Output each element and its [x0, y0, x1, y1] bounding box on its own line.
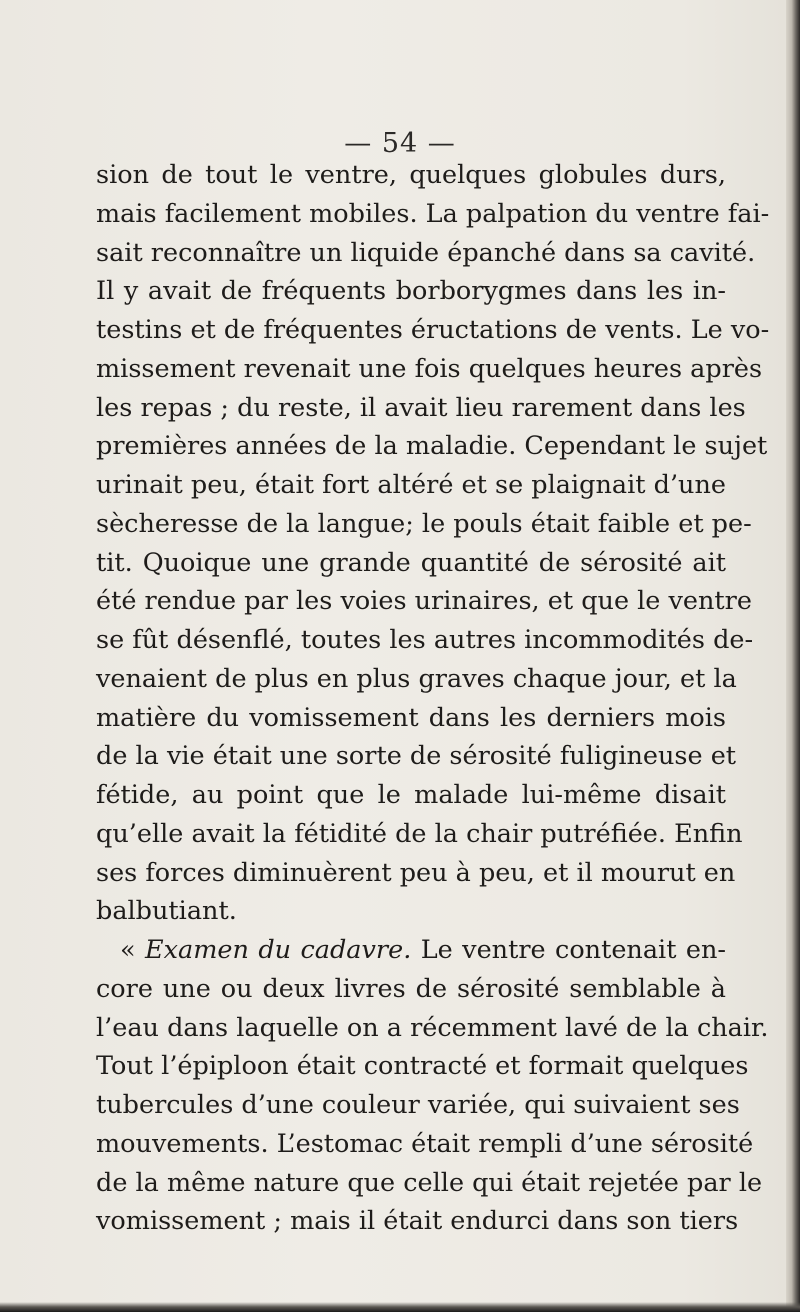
text-line: Il y avait de fréquents borborygmes dans les in-: [96, 276, 726, 307]
body-text: [96, 156, 770, 1241]
text-line: vomissement ; mais il était endurci dans son tiers: [96, 1206, 739, 1237]
text-line: l’eau dans laquelle on a récemment lavé de la chair.: [96, 1012, 769, 1043]
text-line: core une ou deux livres de sérosité semblable à: [96, 973, 726, 1004]
text-line: venaient de plus en plus graves chaque jour, et la: [96, 663, 737, 694]
text-line: tit. Quoique une grande quantité de sérosité ait: [96, 547, 726, 578]
text-line: mouvements. L’estomac était rempli d’une sérosité: [96, 1128, 754, 1159]
section-start-text: Le ventre contenait en-: [420, 935, 727, 965]
text-line: se fût désenflé, toutes les autres incommodités de-: [96, 625, 754, 655]
text-line: sait reconnaître un liquide épanché dans sa cavité.: [96, 237, 756, 268]
text-line: qu’elle avait la fétidité de la chair putréfiée. Enfin: [96, 818, 743, 849]
text-line: mais facilement mobiles. La palpation du ventre fai-: [96, 198, 770, 229]
section-start-line: [96, 931, 726, 970]
text-line: matière du vomissement dans les derniers mois: [96, 702, 726, 733]
text-line: tubercules d’une couleur variée, qui suivaient ses: [96, 1090, 740, 1120]
page-edge-shadow: [786, 0, 800, 1312]
text-line: de la vie était une sorte de sérosité fuligineuse et: [96, 741, 737, 772]
text-line: testins et de fréquentes éructations de vents. Le vo-: [96, 315, 770, 345]
text-line: balbutiant.: [96, 896, 237, 927]
text-line: sècheresse de la langue; le pouls était faible et pe-: [96, 508, 752, 539]
page-number: — 54 —: [344, 128, 456, 159]
text-line: urinait peu, était fort altéré et se plaignait d’une: [96, 470, 726, 500]
text-line: ses forces diminuèrent peu à peu, et il mourut en: [96, 857, 736, 888]
text-line: fétide, au point que le malade lui-même disait: [96, 780, 726, 810]
text-line: été rendue par les voies urinaires, et que le ventre: [96, 586, 752, 617]
text-line: de la même nature que celle qui était rejetée par le: [96, 1167, 763, 1198]
page-bottom-shadow: [0, 1302, 800, 1312]
text-line: les repas ; du reste, il avait lieu rarement dans les: [96, 392, 746, 423]
text-line: missement revenait une fois quelques heures après: [96, 353, 763, 384]
text-line: premières années de la maladie. Cependant le sujet: [96, 431, 768, 462]
quote-mark: «: [120, 935, 136, 965]
section-heading: Examen du cadavre.: [145, 935, 412, 965]
text-line: Tout l’épiploon était contracté et formait quelques: [96, 1051, 749, 1082]
text-line: sion de tout le ventre, quelques globules durs,: [96, 160, 726, 190]
